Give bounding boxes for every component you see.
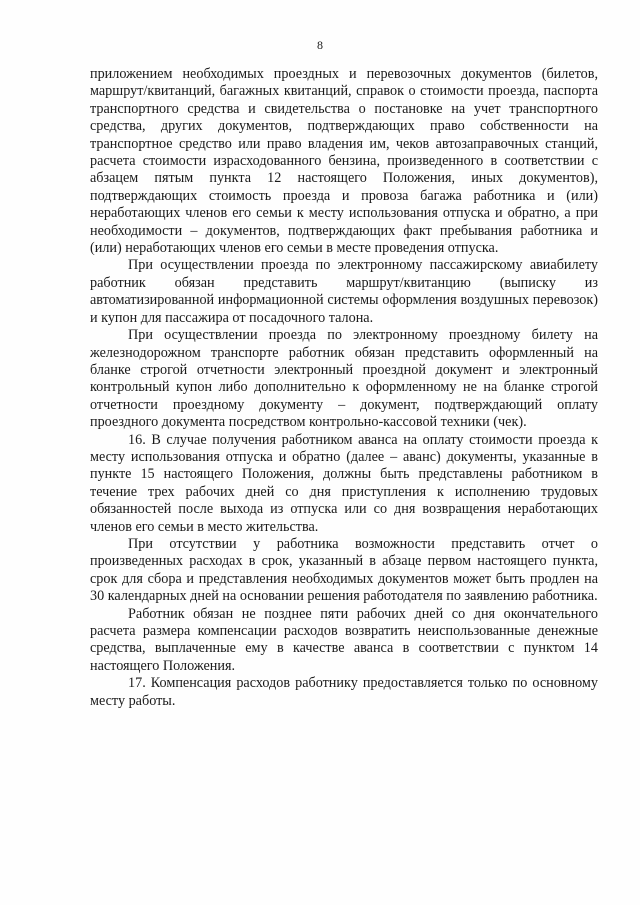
paragraph: Работник обязан не позднее пяти рабочих дней со дня окончательного расчета размера компенсации расходов возвратить неиспользованные денежные средства, выплаченные ему в качестве аванса в соответствии с пунктом 14 настоящего Положения. (90, 605, 598, 674)
paragraph: 17. Компенсация расходов работнику предоставляется только по основному месту работы. (90, 675, 598, 709)
paragraph: 16. В случае получения работником аванса на оплату стоимости проезда к месту использования отпуска и обратно (далее – аванс) документы, указанные в пункте 15 настоящего Положения, должны быть представлены работником в течение трех рабочих дней со дня приступления к исполнению трудовых обязанностей после выхода из отпуска или со дня возвращения неработающих членов его семьи в место жительства. (90, 431, 598, 535)
document-body (90, 66, 598, 710)
page-number: 8 (317, 38, 323, 52)
paragraph: При осуществлении проезда по электронному пассажирскому авиабилету работник обязан представить маршрут/квитанцию (выписку из автоматизированной информационной системы оформления воздушных перевозок) и купон для пассажира от посадочного талона. (90, 257, 598, 326)
paragraph: При отсутствии у работника возможности представить отчет о произведенных расходах в срок, указанный в абзаце первом настоящего пункта, срок для сбора и представления необходимых документов может быть продлен на 30 календарных дней на основании решения работодателя по заявлению работника. (90, 535, 598, 605)
paragraph: приложением необходимых проездных и перевозочных документов (билетов, маршрут/квитанций, багажных квитанций, справок о стоимости проезда, паспорта транспортного средства и свидетельства о постановке на учет транспортного средства, других документов, подтверждающих право собственности на транспортное средство или право владения им, чеков автозаправочных станций, расчета стоимости израсходованного бензина, произведенного в соответствии с абзацем пятым пункта 12 настоящего Положения, иных документов), подтверждающих стоимость проезда и провоза багажа работника и (или) неработающих членов его семьи к месту использования отпуска и обратно, а при необходимости – документов, подтверждающих факт пребывания работника и (или) неработающих членов его семьи в месте проведения отпуска. (90, 66, 598, 257)
paragraph: При осуществлении проезда по электронному проездному билету на железнодорожном транспорте работник обязан представить оформленный на бланке строгой отчетности электронный проездной документ и электронный контрольный купон либо дополнительно к оформленному не на бланке строгой отчетности проездному документу – документ, подтверждающий оплату проездного документа посредством контрольно-кассовой техники (чек). (90, 327, 598, 431)
